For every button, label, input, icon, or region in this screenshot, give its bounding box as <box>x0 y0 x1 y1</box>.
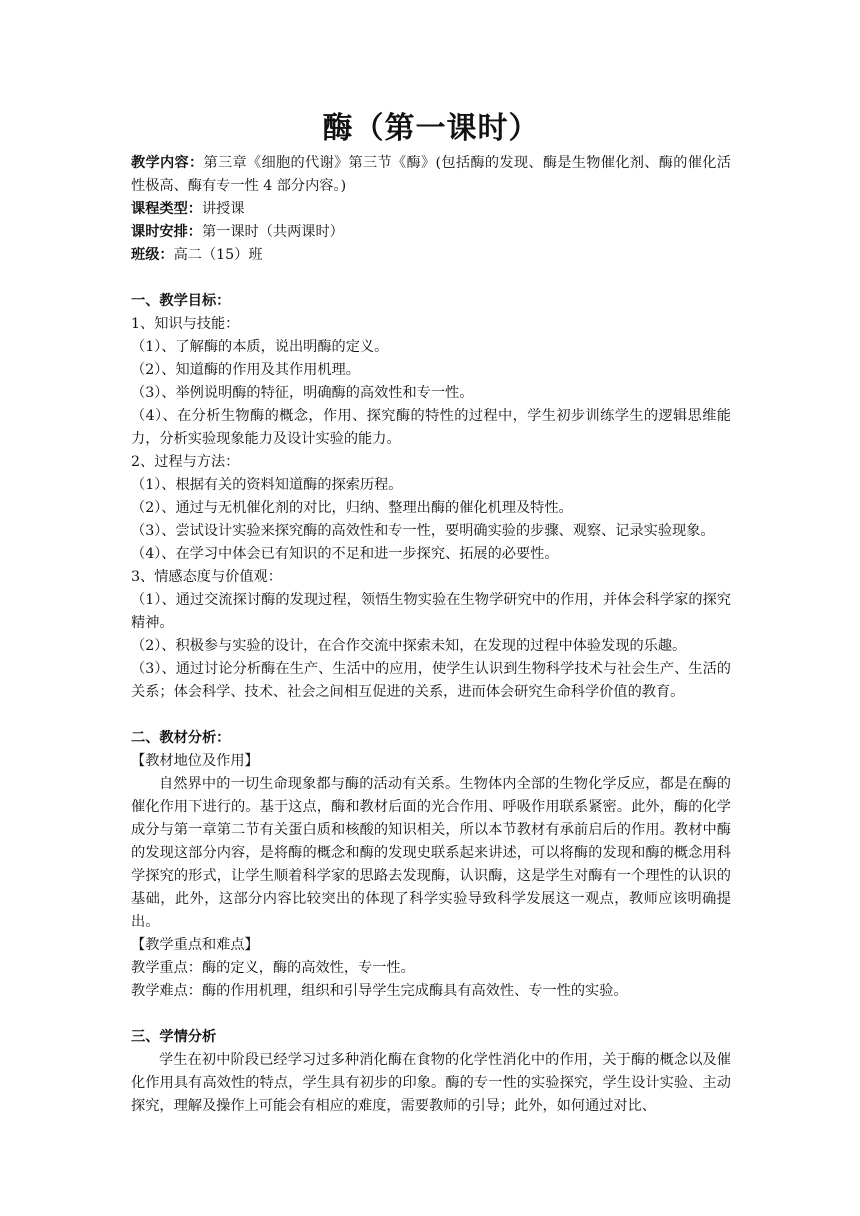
teaching-content-value: 第三章《细胞的代谢》第三节《酶》(包括酶的发现、酶是生物催化剂、酶的催化活性极高、酶有专一性 4 部分内容。) <box>131 155 731 194</box>
course-type-label: 课程类型： <box>131 201 202 217</box>
teaching-key-point: 教学重点：酶的定义，酶的高效性，专一性。 <box>131 960 415 976</box>
emotion-heading: 3、情感态度与价值观： <box>131 569 282 585</box>
goals-heading: 一、教学目标： <box>131 293 231 309</box>
process-item: （3）、尝试设计实验来探究酶的高效性和专一性，要明确实验的步骤、观察、记录实验现象。 <box>131 523 715 539</box>
teaching-difficulty: 教学难点：酶的作用机理，组织和引导学生完成酶具有高效性、专一性的实验。 <box>131 983 628 999</box>
schedule-label: 课时安排： <box>131 224 202 240</box>
position-paragraph: 自然界中的一切生命现象都与酶的活动有关系。生物体内全部的生物化学反应，都是在酶的催化作用下进行的。基于这点，酶和教材后面的光合作用、呼吸作用联系紧密。此外，酶的化学成分与第一章第二节有关蛋白质和核酸的知识相关，所以本节教材有承前启后的作用。教材中酶的发现这部分内容，是将酶的概念和酶的发现史联系起来讲述，可以将酶的发现和酶的概念用科学探究的形式，让学生顺着科学家的思路去发现酶，认识酶，这是学生对酶有一个理性的认识的基础，此外，这部分内容比较突出的体现了科学实验导致科学发展这一观点，教师应该明确提出。 <box>131 776 731 930</box>
emotion-item: （3）、通过讨论分析酶在生产、生活中的应用，使学生认识到生物科学技术与社会生产、生活的关系；体会科学、技术、社会之间相互促进的关系，进而体会研究生命科学价值的教育。 <box>131 661 731 700</box>
teaching-content-label: 教学内容： <box>131 155 204 171</box>
teaching-content-line <box>131 152 731 198</box>
process-item: （1）、根据有关的资料知道酶的探索历程。 <box>131 477 403 493</box>
knowledge-item: （4）、在分析生物酶的概念，作用、探究酶的特性的过程中，学生初步训练学生的逻辑思维能力，分析实验现象能力及设计实验的能力。 <box>131 408 731 447</box>
students-paragraph: 学生在初中阶段已经学习过多种消化酶在食物的化学性消化中的作用，关于酶的概念以及催化作用具有高效性的特点，学生具有初步的印象。酶的专一性的实验探究，学生设计实验、主动探究，理解及操作上可能会有相应的难度，需要教师的引导；此外，如何通过对比、 <box>131 1052 731 1114</box>
class-label: 班级： <box>131 247 174 263</box>
page-title: 酶（第一课时） <box>322 111 540 146</box>
document-body <box>131 109 731 1118</box>
process-item: （2）、通过与无机催化剂的对比，归纳、整理出酶的催化机理及特性。 <box>131 500 573 516</box>
emotion-item: （2）、积极参与实验的设计，在合作交流中探索未知，在发现的过程中体验发现的乐趣。 <box>131 638 687 654</box>
emotion-item: （1）、通过交流探讨酶的发现过程，领悟生物实验在生物学研究中的作用，并体会科学家的探究精神。 <box>131 592 731 631</box>
spacer <box>131 704 731 727</box>
knowledge-heading: 1、知识与技能： <box>131 316 240 332</box>
course-type-value: 讲授课 <box>201 201 245 217</box>
schedule-value: 第一课时（共两课时） <box>201 224 344 240</box>
knowledge-item: （2）、知道酶的作用及其作用机理。 <box>131 362 360 378</box>
knowledge-item: （1）、了解酶的本质，说出明酶的定义。 <box>131 339 389 355</box>
class-value: 高二（15）班 <box>173 247 263 263</box>
analysis-heading: 二、教材分析： <box>131 730 231 746</box>
knowledge-item: （3）、举例说明酶的特征，明确酶的高效性和专一性。 <box>131 385 474 401</box>
spacer <box>131 1003 731 1026</box>
course-type-line <box>131 198 731 221</box>
schedule-line <box>131 221 731 244</box>
class-line <box>131 244 731 267</box>
students-heading: 三、学情分析 <box>131 1029 217 1045</box>
spacer <box>131 267 731 290</box>
keypoints-heading: 【教学重点和难点】 <box>131 937 259 953</box>
position-heading: 【教材地位及作用】 <box>131 753 259 769</box>
process-heading: 2、过程与方法： <box>131 454 240 470</box>
process-item: （4）、在学习中体会已有知识的不足和进一步探究、拓展的必要性。 <box>131 546 559 562</box>
